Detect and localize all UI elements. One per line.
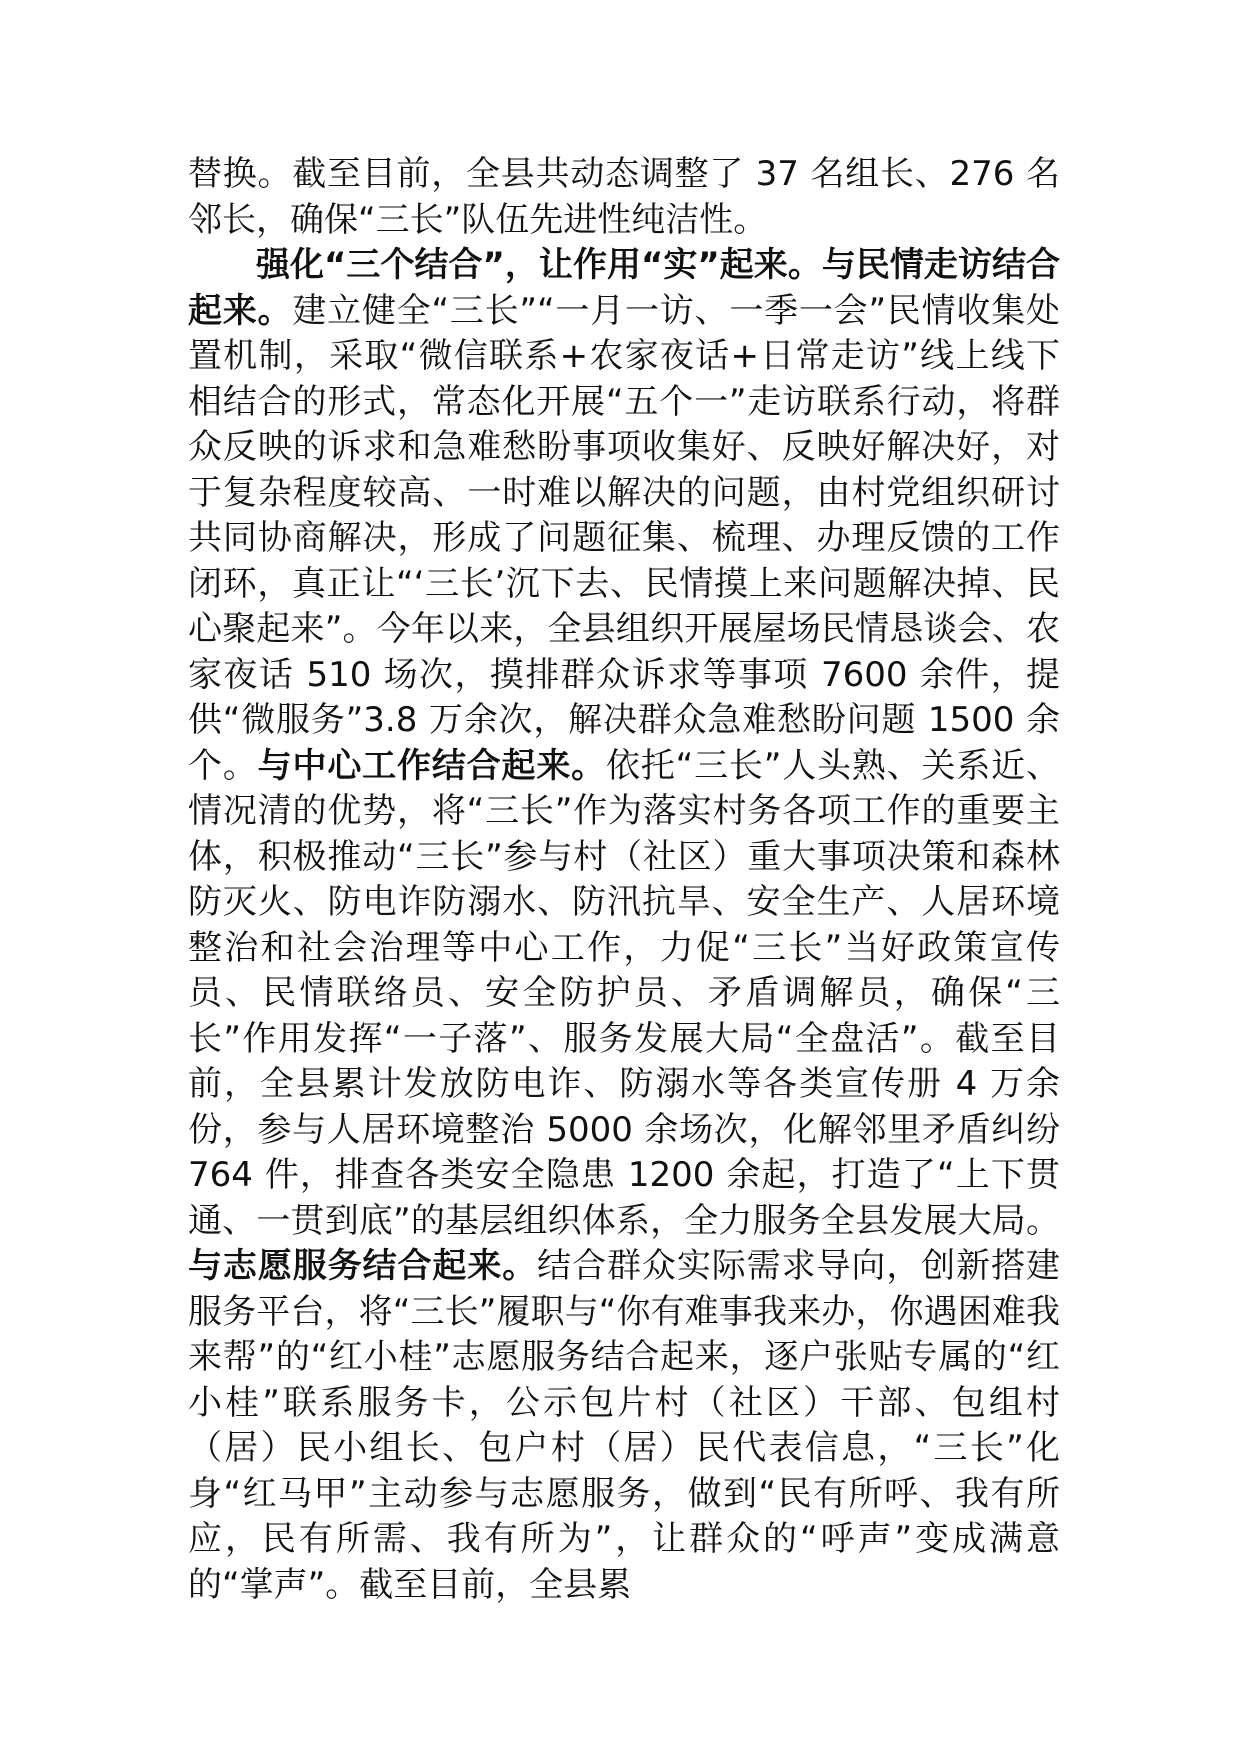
paragraph-1-text: 替换。截至目前，全县共动态调整了 37 名组长、276 名邻长，确保“三长”队伍先进性纯洁性。 — [188, 154, 1060, 240]
section-heading: 强化“三个结合”，让作用“实”起来。与民情走访结合起来。 — [188, 245, 1060, 331]
paragraph-2-text-3: 结合群众实际需求导向，创新搭建服务平台，将“三长”履职与“你有难事我来办，你遇困难我来帮”的“红小桂”志愿服务结合起来，逐户张贴专属的“红小桂”联系服务卡，公示包片村（社区）干部、包组村（居）民小组长、包户村（居）民代表信息，“三长”化身“红马甲”主动参与志愿服务，做到“民有所呼、我有所应，民有所需、我有所为”，让群众的“呼声”变成满意的“掌声”。截至目前，全县累 — [188, 1246, 1061, 1605]
subheading-center-work: 与中心工作结合起来。 — [257, 745, 606, 786]
paragraph-1 — [188, 152, 1060, 243]
paragraph-2-text-1: 建立健全“三长”“一月一访、一季一会”民情收集处置机制，采取“微信联系+农家夜话+日常走访”线上线下相结合的形式，常态化开展“五个一”走访联系行动，将群众反映的诉求和急难愁盼事项收集好、反映好解决好，对于复杂程度较高、一时难以解决的问题，由村党组织研讨共同协商解决，形成了问题征集、梳理、办理反馈的工作闭环，真正让“‘三长’沉下去、民情摸上来问题解决掉、民心聚起来”。今年以来，全县组织开展屋场民情恳谈会、农家夜话 510 场次，摸排群众诉求等事项 7600 余件，提供“微服务”3.8 万余次，解决群众急难愁盼问题 1500 余个。 — [188, 290, 1060, 786]
paragraph-2-text-2: 依托“三长”人头熟、关系近、情况清的优势，将“三长”作为落实村务各项工作的重要主体，积极推动“三长”参与村（社区）重大事项决策和森林防灭火、防电诈防溺水、防汛抗旱、安全生产、人居环境整治和社会治理等中心工作，力促“三长”当好政策宣传员、民情联络员、安全防护员、矛盾调解员，确保“三长”作用发挥“一子落”、服务发展大局“全盘活”。截至目前，全县累计发放防电诈、防溺水等各类宣传册 4 万余份，参与人居环境整治 5000 余场次，化解邻里矛盾纠纷 764 件，排查各类安全隐患 1200 余起，打造了“上下贯通、一贯到底”的基层组织体系，全力服务全县发展大局。 — [188, 745, 1061, 1241]
paragraph-2 — [188, 243, 1060, 1608]
subheading-volunteer-service: 与志愿服务结合起来。 — [188, 1246, 538, 1286]
document-page — [188, 152, 1060, 1608]
